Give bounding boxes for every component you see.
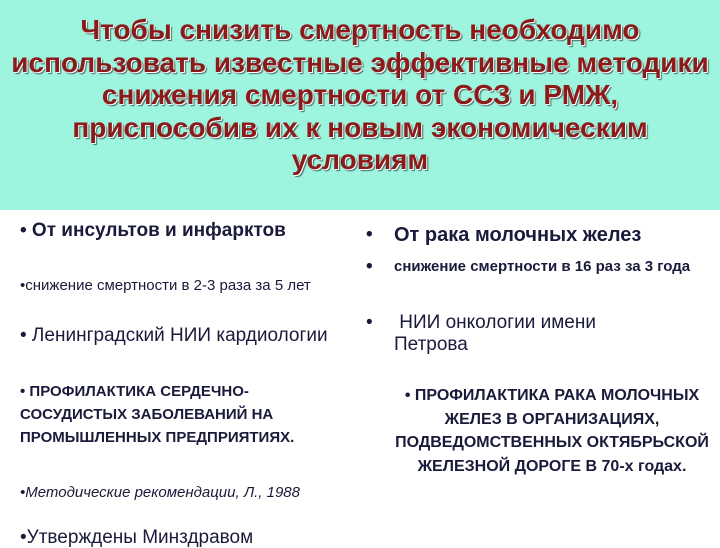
right-heading: От рака молочных желез <box>394 224 642 246</box>
left-methodology-text: •Методические рекомендации, Л., 1988 <box>20 484 300 501</box>
right-institute-text: НИИ онкологии имени Петрова <box>394 312 602 355</box>
right-heading-row <box>366 224 641 246</box>
right-prevention-text: • ПРОФИЛАКТИКА РАКА МОЛОЧНЫХ ЖЕЛЕЗ В ОРГАНИЗАЦИЯХ, ПОДВЕДОМСТВЕННЫХ ОКТЯБРЬСКОЙ ЖЕЛЕЗНОЙ ДОРОГЕ В 70-х годах. <box>395 387 709 475</box>
slide-title: Чтобы снизить смертность необходимо использовать известные эффективные методики снижения смертности от ССЗ и РМЖ, приспособив их к новым экономическим условиям <box>11 14 709 175</box>
right-reduction-text: снижение смертности в 16 раз за 3 года <box>394 258 691 275</box>
left-approved-text: •Утверждены Минздравом <box>20 527 254 548</box>
left-institute-text: • Ленинградский НИИ кардиологии <box>20 325 328 346</box>
bullet-marker: • <box>366 224 373 245</box>
right-reduction-row <box>366 258 690 276</box>
bullet-marker: • <box>366 312 373 333</box>
right-institute-row <box>366 312 644 356</box>
bullet-marker: • <box>366 256 373 277</box>
left-heading: • От инсультов и инфарктов <box>20 220 286 241</box>
left-prevention-text: • ПРОФИЛАКТИКА СЕРДЕЧНО-СОСУДИСТЫХ ЗАБОЛЕВАНИЙ НА ПРОМЫШЛЕННЫХ ПРЕДПРИЯТИЯХ. <box>20 383 295 446</box>
left-reduction-text: •снижение смертности в 2-3 раза за 5 лет <box>20 277 311 294</box>
